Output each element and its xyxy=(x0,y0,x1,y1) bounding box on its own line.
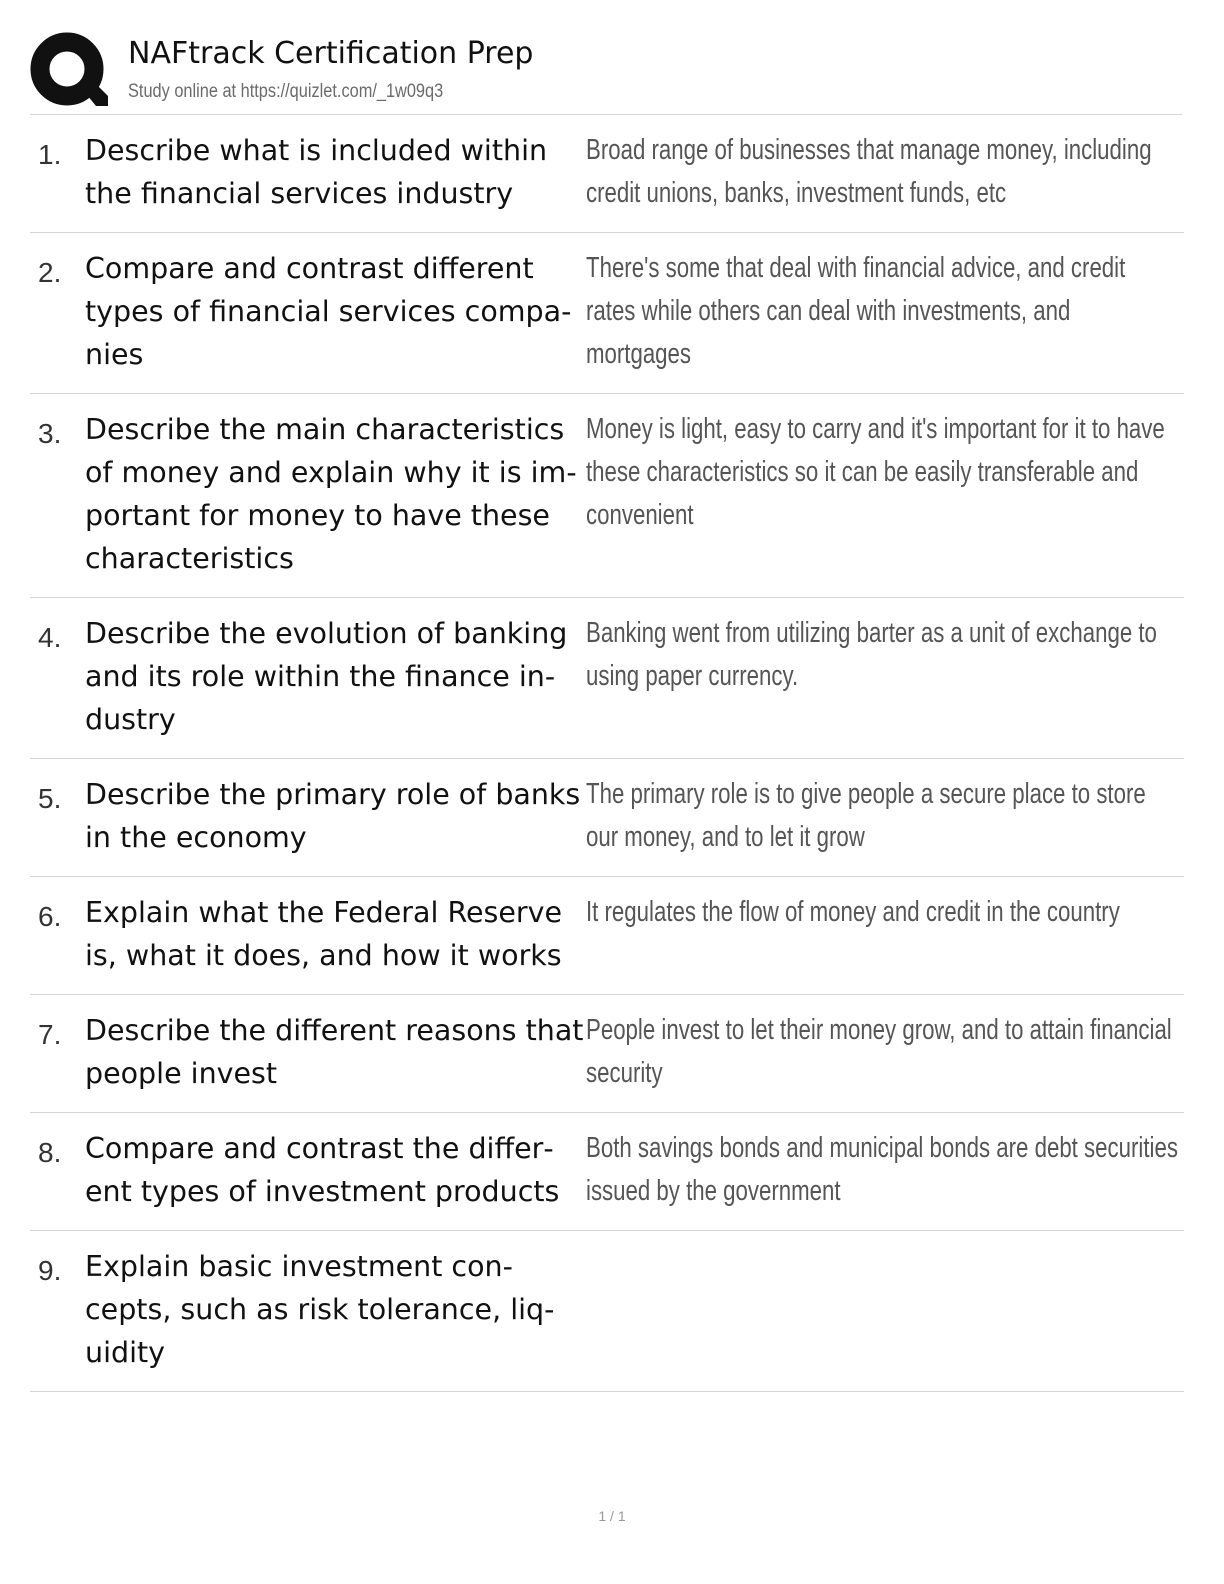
card-definition-text: Broad range of businesses that manage money, including credit unions, banks, investment funds, etc xyxy=(586,134,1152,209)
card-number: 5. xyxy=(38,783,62,814)
card-term: Describe the main characteristics of money and explain why it is important for money to have these characteristics xyxy=(85,413,577,575)
flashcard xyxy=(30,1231,1184,1392)
card-definition-text: Banking went from utilizing barter as a unit of exchange to using paper currency. xyxy=(586,617,1157,692)
card-term: Describe the different reasons that people invest xyxy=(85,1014,584,1090)
page-number: 1 / 1 xyxy=(598,1508,626,1524)
flashcard xyxy=(30,394,1184,598)
card-term: Compare and contrast different types of financial services companies xyxy=(85,252,572,371)
card-number: 6. xyxy=(38,901,62,932)
card-term: Explain basic investment concepts, such as risk tolerance, liquidity xyxy=(85,1250,555,1369)
card-term: Describe what is included within the financial services industry xyxy=(85,134,548,210)
page-header xyxy=(30,30,1182,115)
flashcard-list xyxy=(30,115,1184,1392)
card-term: Compare and contrast the different types of investment products xyxy=(85,1132,560,1208)
card-definition xyxy=(586,1009,1172,1095)
set-title: NAFtrack Certification Prep xyxy=(128,36,534,71)
card-definition-text: There's some that deal with financial advice, and credit rates while others can deal with investments, and mortgages xyxy=(586,252,1126,370)
flashcard xyxy=(30,1113,1184,1231)
card-definition xyxy=(586,773,1146,859)
card-definition-text: It regulates the flow of money and credit in the country xyxy=(586,896,1120,928)
card-definition xyxy=(586,247,1126,376)
card-number: 4. xyxy=(38,622,62,653)
flashcard xyxy=(30,877,1184,995)
card-number: 1. xyxy=(38,139,62,170)
flashcard xyxy=(30,115,1184,233)
flashcard xyxy=(30,598,1184,759)
flashcard xyxy=(30,759,1184,877)
flashcard xyxy=(30,995,1184,1113)
card-term: Explain what the Federal Reserve is, what it does, and how it works xyxy=(85,896,562,972)
card-number: 8. xyxy=(38,1137,62,1168)
card-term: Describe the primary role of banks in the economy xyxy=(85,778,581,854)
card-definition xyxy=(586,1127,1178,1213)
card-definition xyxy=(586,891,1120,934)
card-number: 9. xyxy=(38,1255,62,1286)
card-definition xyxy=(586,612,1157,698)
quizlet-logo xyxy=(30,32,108,108)
flashcard xyxy=(30,233,1184,394)
study-online-link[interactable]: Study online at https://quizlet.com/_1w09q3 xyxy=(128,81,444,102)
card-number: 2. xyxy=(38,257,62,288)
card-number: 7. xyxy=(38,1019,62,1050)
card-definition-text: Money is light, easy to carry and it's important for it to have these characteristics so it can be easily transferable and convenient xyxy=(586,413,1165,531)
card-number: 3. xyxy=(38,418,62,449)
card-definition-text: Both savings bonds and municipal bonds are debt securities issued by the government xyxy=(586,1132,1178,1207)
card-term: Describe the evolution of banking and its role within the finance industry xyxy=(85,617,568,736)
card-definition-text: People invest to let their money grow, and to attain financial security xyxy=(586,1014,1172,1089)
card-definition xyxy=(586,129,1152,215)
card-definition-text: The primary role is to give people a secure place to store our money, and to let it grow xyxy=(586,778,1146,853)
card-definition xyxy=(586,408,1165,537)
